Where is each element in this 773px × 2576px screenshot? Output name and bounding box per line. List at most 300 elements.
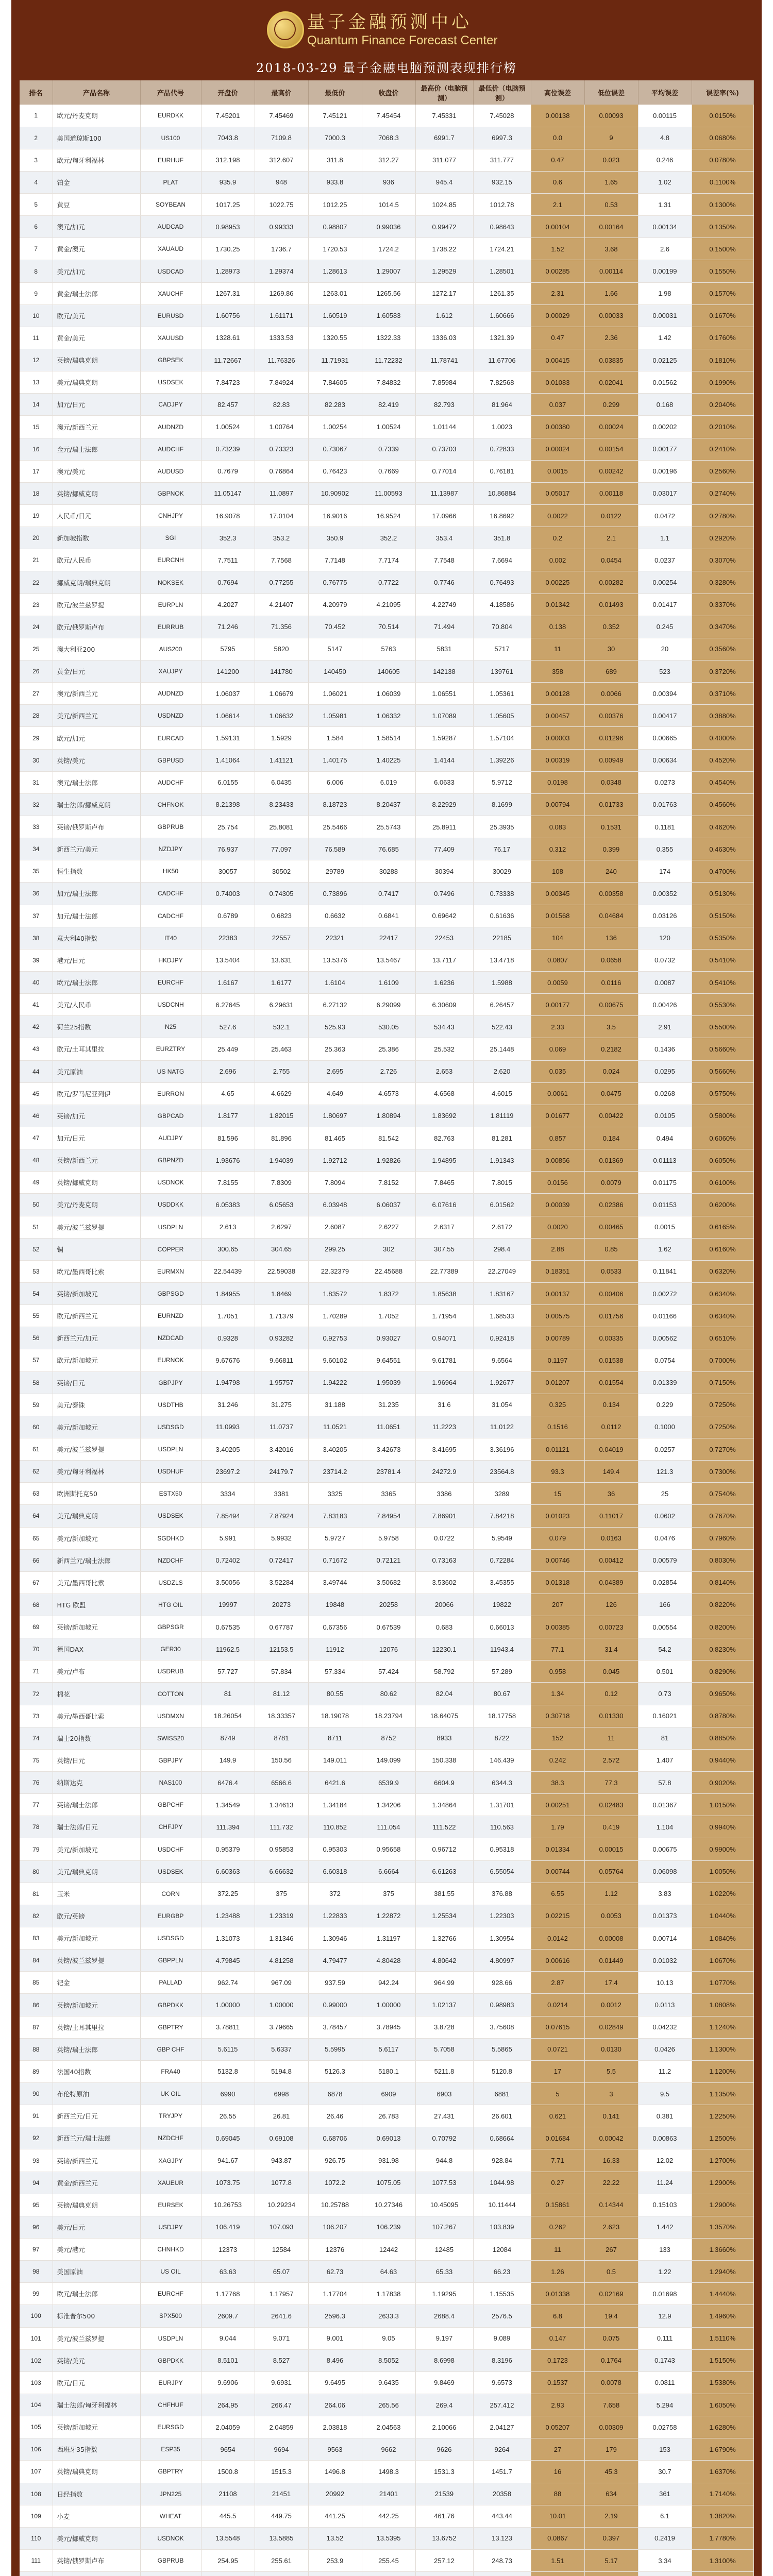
table-cell: 9.6931: [255, 2371, 308, 2394]
table-cell: 0.95853: [255, 1838, 308, 1860]
table-cell: 7.8309: [255, 1172, 308, 1194]
table-cell: 欧元/丹麦克朗: [53, 105, 140, 127]
table-cell: 69: [20, 1616, 53, 1638]
table-cell: 0.00380: [531, 416, 584, 438]
table-cell: GBPDKK: [140, 2349, 201, 2371]
table-cell: 0.8850%: [692, 1727, 753, 1749]
table-cell: EURZTRY: [140, 1038, 201, 1060]
table-cell: 0.355: [638, 838, 692, 860]
table-cell: 11.0897: [255, 482, 308, 504]
table-cell: CADJPY: [140, 394, 201, 416]
table-cell: 304.65: [255, 1238, 308, 1260]
table-cell: IT40: [140, 927, 201, 949]
table-row: [20, 705, 753, 727]
table-cell: 0.67356: [308, 1616, 362, 1638]
table-cell: 149.099: [362, 1749, 415, 1771]
table-cell: 2.36: [584, 327, 638, 349]
table-cell: 0.6340%: [692, 1282, 753, 1304]
table-cell: 0.621: [531, 2105, 584, 2127]
table-cell: 1.80894: [362, 1105, 415, 1127]
table-cell: 3325: [308, 1483, 362, 1505]
table-cell: 1.0220%: [692, 1883, 753, 1905]
table-cell: 0.01493: [584, 594, 638, 616]
table-cell: 港元/日元: [53, 949, 140, 971]
table-cell: 1.80697: [308, 1105, 362, 1127]
table-cell: 47: [20, 1127, 53, 1149]
table-cell: 1.31: [638, 194, 692, 216]
table-cell: 0.262: [531, 2216, 584, 2238]
table-cell: HTG 欧盟: [53, 1594, 140, 1616]
table-cell: 0.857: [531, 1127, 584, 1149]
table-cell: 西班牙35指数: [53, 2438, 140, 2461]
table-cell: CHFNOK: [140, 793, 201, 816]
table-cell: 0.00335: [584, 1327, 638, 1349]
table-cell: 0.00457: [531, 705, 584, 727]
table-cell: 82.419: [362, 394, 415, 416]
table-cell: 1.2900%: [692, 2172, 753, 2194]
table-cell: 0.00093: [584, 105, 638, 127]
table-cell: 9.089: [473, 2327, 531, 2349]
table-cell: 31.054: [473, 1394, 531, 1416]
table-cell: 0.6320%: [692, 1260, 753, 1282]
table-cell: 11: [584, 1727, 638, 1749]
table-cell: 0.075: [584, 2327, 638, 2349]
table-cell: 0.8030%: [692, 1549, 753, 1571]
table-cell: 0.01166: [638, 1305, 692, 1327]
table-cell: 0.92753: [308, 1327, 362, 1349]
table-cell: 0.72121: [362, 1549, 415, 1571]
table-cell: 6990: [201, 2083, 255, 2105]
table-cell: EURCNH: [140, 549, 201, 571]
table-cell: GBPCHF: [140, 1794, 201, 1816]
table-cell: 0.5660%: [692, 1038, 753, 1060]
table-cell: 欧元/罗马尼亚列伊: [53, 1082, 140, 1105]
table-cell: EURCHF: [140, 971, 201, 993]
table-cell: 0.1723: [531, 2349, 584, 2371]
table-cell: 0.73896: [308, 883, 362, 905]
table-cell: 0.00385: [531, 1616, 584, 1638]
table-cell: 58: [20, 1371, 53, 1394]
brand-name: [307, 11, 524, 48]
table-cell: 德国DAX: [53, 1638, 140, 1660]
table-cell: 0.0087: [638, 971, 692, 993]
table-cell: EURNZD: [140, 1305, 201, 1327]
table-cell: 0.16021: [638, 1705, 692, 1727]
table-cell: USDSEK: [140, 371, 201, 394]
table-cell: 0.1516: [531, 1416, 584, 1438]
table-cell: 3.41695: [415, 1438, 473, 1460]
table-cell: 12373: [201, 2239, 255, 2261]
table-cell: 7.86901: [415, 1505, 473, 1527]
table-row: [20, 793, 753, 816]
table-cell: 57.8: [638, 1772, 692, 1794]
table-cell: 1531.3: [415, 2461, 473, 2483]
table-cell: 0.98953: [201, 216, 255, 238]
table-cell: 4.6629: [255, 1082, 308, 1105]
table-cell: 2.623: [584, 2216, 638, 2238]
table-cell: 4.79845: [201, 1950, 255, 1972]
table-cell: 70.452: [308, 616, 362, 638]
table-cell: 7.84924: [255, 371, 308, 394]
table-cell: 93: [20, 2149, 53, 2172]
table-cell: 34: [20, 838, 53, 860]
table-cell: 0.95318: [473, 1838, 531, 1860]
table-cell: 5.5: [584, 2060, 638, 2082]
table-cell: 0.01677: [531, 1105, 584, 1127]
table-cell: 0.2780%: [692, 505, 753, 527]
table-cell: 1.70289: [308, 1305, 362, 1327]
table-cell: 1044.98: [473, 2172, 531, 2194]
table-cell: 36: [20, 883, 53, 905]
table-cell: 5194.8: [255, 2060, 308, 2082]
table-cell: 17.0104: [255, 505, 308, 527]
table-cell: 0.0722: [415, 1527, 473, 1549]
table-cell: US100: [140, 127, 201, 149]
table-cell: 9.05: [362, 2327, 415, 2349]
table-cell: 7.84723: [201, 371, 255, 394]
table-cell: 0.04019: [584, 1438, 638, 1460]
table-header-row: [20, 80, 753, 105]
table-row: [20, 416, 753, 438]
report-header: [11, 0, 762, 80]
table-cell: 0.3710%: [692, 683, 753, 705]
table-cell: 81.542: [362, 1127, 415, 1149]
table-cell: 6.29631: [255, 994, 308, 1016]
table-cell: GBPNOK: [140, 482, 201, 504]
table-cell: 10: [20, 304, 53, 327]
table-row: [20, 2394, 753, 2416]
table-cell: 76: [20, 1772, 53, 1794]
table-cell: 1.34184: [308, 1794, 362, 1816]
table-cell: 66.23: [473, 2261, 531, 2283]
table-cell: 1.68533: [473, 1305, 531, 1327]
table-cell: 0.53: [584, 194, 638, 216]
table-cell: 0.0295: [638, 1060, 692, 1082]
table-cell: 8.496: [308, 2349, 362, 2371]
table-cell: 0.0198: [531, 771, 584, 793]
table-cell: 0.1100%: [692, 171, 753, 193]
table-cell: 0.242: [531, 1749, 584, 1771]
table-cell: 英镑/加元: [53, 1105, 140, 1127]
table-cell: 0.69045: [201, 2127, 255, 2149]
table-cell: 1.84955: [201, 1282, 255, 1304]
table-cell: 0.73338: [473, 883, 531, 905]
table-cell: 0.02215: [531, 1905, 584, 1927]
table-cell: 1.00000: [362, 1994, 415, 2016]
table-cell: 30.7: [638, 2461, 692, 2483]
table-cell: 0.15861: [531, 2194, 584, 2216]
table-cell: 2.653: [415, 1060, 473, 1082]
table-cell: 11.0993: [201, 1416, 255, 1438]
table-cell: 28: [20, 705, 53, 727]
table-cell: 0.6060%: [692, 1127, 753, 1149]
table-cell: 1.92712: [308, 1149, 362, 1172]
table-row: [20, 2194, 753, 2216]
table-cell: 13.123: [473, 2527, 531, 2549]
table-cell: 美元/港元: [53, 2239, 140, 2261]
table-cell: 1.94895: [415, 1149, 473, 1172]
table-row: [20, 883, 753, 905]
table-cell: 0.73163: [415, 1549, 473, 1571]
table-cell: 0.00024: [584, 416, 638, 438]
table-cell: 1.1200%: [692, 2060, 753, 2082]
table-cell: EURSGD: [140, 2416, 201, 2438]
table-cell: USDCAD: [140, 260, 201, 282]
table-cell: 1.93676: [201, 1149, 255, 1172]
table-cell: GBPRUB: [140, 2549, 201, 2571]
table-cell: 1.60583: [362, 304, 415, 327]
table-row: [20, 2527, 753, 2549]
table-row: [20, 2549, 753, 2571]
table-cell: 3.75608: [473, 2016, 531, 2038]
table-cell: 91: [20, 2105, 53, 2127]
table-cell: 54: [20, 1282, 53, 1304]
table-cell: 加元/日元: [53, 394, 140, 416]
table-cell: HK50: [140, 860, 201, 883]
table-cell: 美元/新加坡元: [53, 1838, 140, 1860]
table-cell: 0.02483: [584, 1794, 638, 1816]
table-cell: 30029: [473, 860, 531, 883]
table-cell: 0.00746: [531, 1549, 584, 1571]
table-cell: 9.60102: [308, 1349, 362, 1371]
table-cell: 0.30718: [531, 1705, 584, 1727]
table-cell: 22557: [255, 927, 308, 949]
table-cell: 63: [20, 1483, 53, 1505]
table-cell: 141780: [255, 660, 308, 683]
table-cell: 7.45028: [473, 105, 531, 127]
table-row: [20, 2505, 753, 2527]
table-cell: 77.097: [255, 838, 308, 860]
table-row: [20, 1016, 753, 1038]
table-cell: 461.76: [415, 2505, 473, 2527]
table-cell: 66: [20, 1549, 53, 1571]
table-row: [20, 660, 753, 683]
table-row: [20, 1461, 753, 1483]
table-cell: 19997: [201, 1594, 255, 1616]
table-cell: 7.45469: [255, 105, 308, 127]
table-cell: SGI: [140, 527, 201, 549]
table-cell: 0.9650%: [692, 1683, 753, 1705]
table-cell: 1.4960%: [692, 2305, 753, 2327]
report-title: 2018-03-29 量子金融电脑预测表现排行榜: [256, 61, 517, 75]
table-cell: 111.522: [415, 1816, 473, 1838]
table-cell: 16: [20, 438, 53, 460]
table-cell: 8.20437: [362, 793, 415, 816]
table-cell: 1.22303: [473, 1905, 531, 1927]
table-cell: 1.0050%: [692, 1860, 753, 1883]
table-cell: 1.71954: [415, 1305, 473, 1327]
table-cell: 9.61781: [415, 1349, 473, 1371]
table-row: [20, 394, 753, 416]
table-cell: 黄金/澳元: [53, 238, 140, 260]
table-cell: 7.8152: [362, 1172, 415, 1194]
table-cell: 0.1764: [584, 2349, 638, 2371]
table-cell: 43: [20, 1038, 53, 1060]
table-cell: 16: [531, 2461, 584, 2483]
table-cell: 铜: [53, 1238, 140, 1260]
table-cell: 5831: [415, 638, 473, 660]
table-cell: 264.06: [308, 2394, 362, 2416]
table-cell: 18.33357: [255, 1705, 308, 1727]
table-cell: 136: [584, 927, 638, 949]
table-cell: 美元/瑞典克朗: [53, 1505, 140, 1527]
table-cell: 0.00575: [531, 1305, 584, 1327]
table-cell: 52: [20, 1238, 53, 1260]
table-cell: 4.21407: [255, 594, 308, 616]
table-cell: 7109.8: [255, 127, 308, 149]
table-cell: 0.501: [638, 1660, 692, 1683]
table-cell: 4.80997: [473, 1950, 531, 1972]
table-cell: 1.06551: [415, 683, 473, 705]
table-cell: 0.00744: [531, 1860, 584, 1883]
table-cell: 1.34206: [362, 1794, 415, 1816]
table-cell: 1738.22: [415, 238, 473, 260]
table-cell: 铂金: [53, 171, 140, 193]
table-cell: 1.7140%: [692, 2483, 753, 2505]
table-cell: 22321: [308, 927, 362, 949]
table-cell: 1.31346: [255, 1927, 308, 1950]
table-cell: 99: [20, 2283, 53, 2305]
table-cell: 12230.1: [415, 1638, 473, 1660]
table-cell: 0.0867: [531, 2527, 584, 2549]
table-cell: USDPLN: [140, 2327, 201, 2349]
table-cell: 0.00415: [531, 349, 584, 371]
ranking-table-container: [20, 80, 753, 2576]
table-cell: [53, 2572, 140, 2576]
table-cell: 111: [20, 2549, 53, 2571]
table-cell: 0.00008: [584, 1927, 638, 1950]
table-cell: 1.71379: [255, 1305, 308, 1327]
table-cell: 0.01417: [638, 594, 692, 616]
table-cell: 1.2900%: [692, 2194, 753, 2216]
table-cell: 86: [20, 1994, 53, 2016]
table-cell: 1.57104: [473, 727, 531, 749]
table-cell: 0.01338: [531, 2283, 584, 2305]
table-cell: 英镑/美元: [53, 2349, 140, 2371]
table-cell: 12084: [473, 2239, 531, 2261]
table-cell: 1.00524: [201, 416, 255, 438]
table-cell: 179: [584, 2438, 638, 2461]
table-cell: XAUCHF: [140, 282, 201, 304]
table-row: [20, 1127, 753, 1149]
table-cell: 0.8220%: [692, 1594, 753, 1616]
table-cell: 13.5467: [362, 949, 415, 971]
table-cell: 942.24: [362, 1972, 415, 1994]
table-cell: CHFJPY: [140, 1816, 201, 1838]
table-cell: 0.0268: [638, 1082, 692, 1105]
table-cell: 英镑/新加坡元: [53, 1282, 140, 1304]
table-cell: 40: [20, 971, 53, 993]
table-cell: 6.66632: [255, 1860, 308, 1883]
table-row: [20, 1371, 753, 1394]
table-cell: 31.235: [362, 1394, 415, 1416]
table-cell: 1333.53: [255, 327, 308, 349]
table-row: [20, 1282, 753, 1304]
table-cell: 264.95: [201, 2394, 255, 2416]
table-cell: 9626: [415, 2438, 473, 2461]
table-cell: 8722: [473, 1727, 531, 1749]
table-cell: 88: [20, 2038, 53, 2060]
table-cell: 25.449: [201, 1038, 255, 1060]
table-cell: 22.32379: [308, 1260, 362, 1282]
table-cell: 64: [20, 1505, 53, 1527]
table-cell: 1.60756: [201, 304, 255, 327]
table-cell: 9662: [362, 2438, 415, 2461]
table-cell: 1.29007: [362, 260, 415, 282]
table-cell: 1496.8: [308, 2461, 362, 2483]
column-header: 收盘价: [362, 80, 415, 105]
table-row: [20, 594, 753, 616]
table-cell: 0.0116: [584, 971, 638, 993]
table-cell: 美元/日元: [53, 2216, 140, 2238]
table-cell: 0.02169: [584, 2283, 638, 2305]
table-cell: 2.10066: [415, 2416, 473, 2438]
table-cell: 255.61: [255, 2549, 308, 2571]
table-cell: 46: [20, 1105, 53, 1127]
table-cell: 1.1300%: [692, 2038, 753, 2060]
table-row: [20, 1571, 753, 1594]
table-cell: 2.6317: [415, 1216, 473, 1238]
table-cell: 20358: [473, 2483, 531, 2505]
table-row: [20, 616, 753, 638]
table-cell: 16.9524: [362, 505, 415, 527]
table-cell: 29: [20, 727, 53, 749]
table-cell: 76.589: [308, 838, 362, 860]
table-cell: GBPCAD: [140, 1105, 201, 1127]
table-cell: EURCAD: [140, 727, 201, 749]
table-cell: 0.74305: [255, 883, 308, 905]
table-cell: 2.1: [531, 194, 584, 216]
table-cell: 瑞士法郎/日元: [53, 1816, 140, 1838]
table-cell: 3289: [473, 1483, 531, 1505]
table-cell: EURGBP: [140, 1905, 201, 1927]
table-row: [20, 1216, 753, 1238]
table-cell: 纳斯达克: [53, 1772, 140, 1794]
table-cell: 1.0670%: [692, 1950, 753, 1972]
table-cell: 100: [20, 2305, 53, 2327]
table-cell: 2.6227: [362, 1216, 415, 1238]
table-cell: 加元/日元: [53, 1127, 140, 1149]
table-cell: 18.19078: [308, 1705, 362, 1727]
table-cell: 4.649: [308, 1082, 362, 1105]
table-cell: 0.00039: [531, 1194, 584, 1216]
table-cell: 443.44: [473, 2505, 531, 2527]
table-cell: 0.2040%: [692, 394, 753, 416]
column-header: 最高价（电脑预测）: [415, 80, 473, 105]
table-cell: 0.0454: [584, 549, 638, 571]
column-header: 排名: [20, 80, 53, 105]
table-cell: 0.00196: [638, 460, 692, 482]
table-cell: 1.02: [638, 171, 692, 193]
table-cell: 2.88: [531, 1238, 584, 1260]
table-cell: 257.12: [415, 2549, 473, 2571]
table-cell: 9694: [255, 2438, 308, 2461]
table-cell: 欧元/墨西哥比索: [53, 1260, 140, 1282]
table-cell: 0.07615: [531, 2016, 584, 2038]
table-cell: 1.3820%: [692, 2505, 753, 2527]
table-cell: 72: [20, 1683, 53, 1705]
table-cell: 174: [638, 860, 692, 883]
table-cell: 1.22: [638, 2261, 692, 2283]
table-cell: 1.7051: [201, 1305, 255, 1327]
table-cell: 5763: [362, 638, 415, 660]
table-cell: 1.15535: [473, 2283, 531, 2305]
table-cell: 22453: [415, 927, 473, 949]
table-cell: 254.95: [201, 2549, 255, 2571]
table-cell: 0.1743: [638, 2349, 692, 2371]
table-cell: 13: [20, 371, 53, 394]
table-cell: 2.6087: [308, 1216, 362, 1238]
